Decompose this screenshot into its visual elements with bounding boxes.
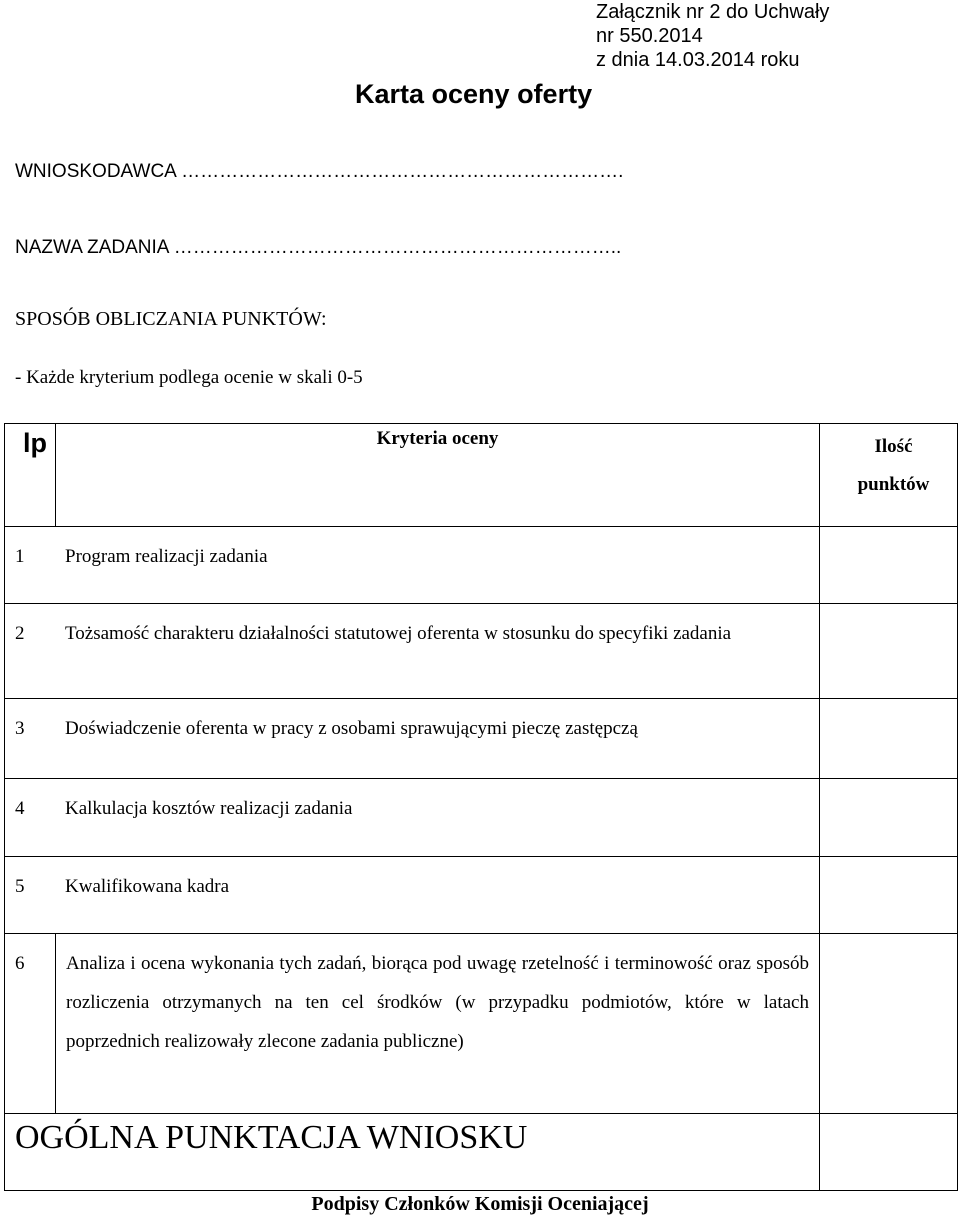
criterion-cell xyxy=(5,604,820,699)
task-name-field: NAZWA ZADANIA …………………………………………………………….. xyxy=(15,237,622,258)
criterion-text: Program realizacji zadania xyxy=(65,546,268,567)
criterion-number: 6 xyxy=(15,953,25,974)
applicant-field: WNIOSKODAWCA ……………………………………………………………. xyxy=(15,161,624,182)
header-lp: lp xyxy=(5,424,56,527)
header-criteria: Kryteria oceny xyxy=(56,424,820,527)
points-input-cell[interactable] xyxy=(820,779,958,857)
table-row xyxy=(5,604,958,699)
summary-row xyxy=(5,1114,958,1191)
criterion-cell xyxy=(5,779,820,857)
points-input-cell[interactable] xyxy=(820,857,958,934)
criterion-number: 4 xyxy=(15,798,25,819)
points-input-cell[interactable] xyxy=(820,527,958,604)
header-points-line-2: punktów xyxy=(857,474,930,495)
annex-line-1: Załącznik nr 2 do Uchwały xyxy=(596,1,830,23)
criterion-number: 1 xyxy=(15,546,25,567)
header-points-line-1: Ilość xyxy=(874,436,913,457)
criterion-cell xyxy=(5,527,820,604)
points-input-cell[interactable] xyxy=(820,699,958,779)
criterion-text: Kalkulacja kosztów realizacji zadania xyxy=(65,798,353,819)
criterion-text: Tożsamość charakteru działalności statutowej oferenta w stosunku do specyfiki zadania xyxy=(65,623,732,644)
scoring-method-heading: SPOSÓB OBLICZANIA PUNKTÓW: xyxy=(15,308,327,330)
table-row xyxy=(5,779,958,857)
criterion-text: Kwalifikowana kadra xyxy=(65,876,230,897)
criterion-text: Analiza i ocena wykonania tych zadań, biorąca pod uwagę rzetelność i terminowość oraz sposób rozliczenia otrzymanych na ten cel środków (w przypadku podmiotów, które w latach poprzednich realizowały zlecone zadania publiczne) xyxy=(66,953,809,1052)
page-title: Karta oceny oferty xyxy=(355,79,593,109)
criterion-number: 5 xyxy=(15,876,25,897)
header-points xyxy=(820,424,958,527)
summary-label: OGÓLNA PUNKTACJA WNIOSKU xyxy=(5,1114,820,1191)
signatures-heading: Podpisy Członków Komisji Oceniającej xyxy=(311,1193,649,1215)
total-points-cell[interactable] xyxy=(820,1114,958,1191)
criterion-cell xyxy=(5,699,820,779)
annex-line-2: nr 550.2014 xyxy=(596,25,703,47)
table-header-row xyxy=(5,424,958,527)
points-input-cell[interactable] xyxy=(820,934,958,1114)
criterion-cell xyxy=(5,857,820,934)
annex-reference xyxy=(596,0,829,72)
table-row xyxy=(5,527,958,604)
criterion-text-cell xyxy=(56,934,820,1114)
criterion-number: 3 xyxy=(15,718,25,739)
annex-line-3: z dnia 14.03.2014 roku xyxy=(596,49,800,71)
criteria-table xyxy=(4,423,958,1191)
criterion-number-cell xyxy=(5,934,56,1114)
table-row xyxy=(5,699,958,779)
criterion-number: 2 xyxy=(15,623,25,644)
criterion-text: Doświadczenie oferenta w pracy z osobami sprawującymi pieczę zastępczą xyxy=(65,718,638,739)
table-row xyxy=(5,857,958,934)
points-input-cell[interactable] xyxy=(820,604,958,699)
scale-note: - Każde kryterium podlega ocenie w skali 0-5 xyxy=(15,367,363,388)
table-row xyxy=(5,934,958,1114)
